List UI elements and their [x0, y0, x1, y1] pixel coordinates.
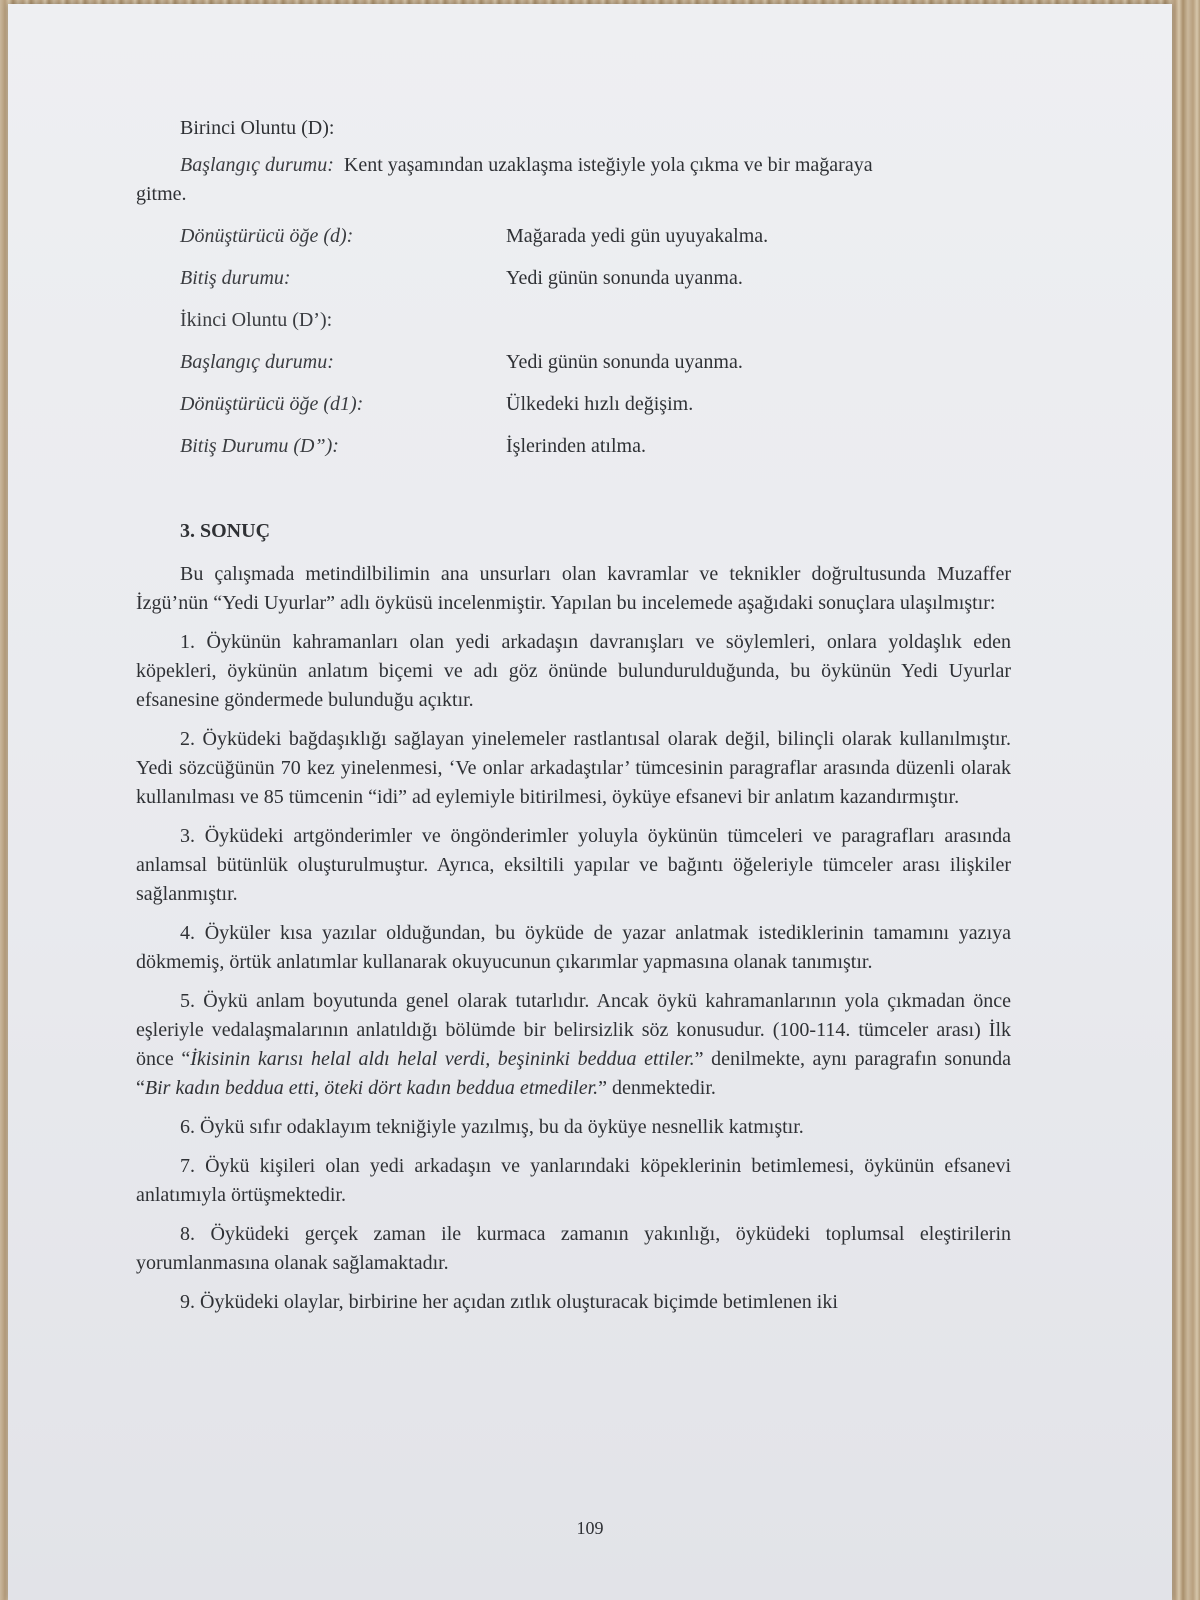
finding-3: 3. Öyküdeki artgönderimler ve öngönderimler yoluyla öykünün tümceleri ve paragrafları arasında anlamsal bütünlük oluşturulmuştur. Ayrıca, eksiltili yapılar ve bağıntı öğeleriyle tümceler arası ilişkiler sağlanmıştır. — [136, 825, 1011, 905]
page-content — [136, 114, 1011, 1317]
page-number: 109 — [576, 1518, 604, 1538]
finding-7: 7. Öykü kişileri olan yedi arkadaşın ve yanlarındaki köpeklerinin betimlemesi, öykünün efsanevi anlatımıyla örtüşmektedir. — [136, 1155, 1011, 1206]
first-event-start-row — [136, 151, 1011, 180]
second-event-start-row — [136, 348, 1011, 377]
second-event-end-row — [136, 432, 1011, 461]
finding-2: 2. Öyküdeki bağdaşıklığı sağlayan yinelemeler rastlantısal olarak değil, bilinçli olarak kullanılmıştır. Yedi sözcüğünün 70 kez yinelenmesi, ‘Ve onlar arkadaştılar’ tümcesinin paragraflar arasında düzenli olarak kullanılması ve 85 tümcenin “idi” ad eylemiyle bitirilmesi, öyküye efsanevi bir anlatım kazandırmıştır. — [136, 728, 1011, 808]
finding-4: 4. Öyküler kısa yazılar olduğundan, bu öyküde de yazar anlatmak istediklerinin tamamını yazıya dökmemiş, örtük anlatımlar kullanarak okuyucunun çıkarımlar yapmasına olanak tanımıştır. — [136, 922, 1011, 973]
first-event-transform-label: Dönüştürücü öğe (d): — [180, 225, 354, 247]
second-event-transform-row — [136, 390, 1011, 419]
first-event-transform-value: Mağarada yedi gün uyuyakalma. — [506, 225, 769, 247]
finding-5-text-a: 5. Öykü anlam boyutunda genel olarak tutarlıdır. Ancak öykü kahramanlarının yola çıkmadan önce eşleriyle vedalaşmalarının anlatıldığı bölümde bir belirsizlik söz konusudur. (100-114. tümceler arası) İlk önce “ — [136, 990, 1011, 1070]
finding-5-quote-b: Bir kadın beddua etti, öteki dört kadın beddua etmediler. — [144, 1077, 599, 1099]
finding-9: 9. Öyküdeki olaylar, birbirine her açıdan zıtlık oluşturacak biçimde betimlenen iki — [180, 1291, 838, 1313]
finding-5-text-c: ” denmektedir. — [598, 1077, 716, 1099]
first-event-start-value: Kent yaşamından uzaklaşma isteğiyle yola çıkma ve bir mağaraya — [343, 154, 873, 176]
finding-5-quote-a: İkisinin karısı helal aldı helal verdi, beşininki beddua ettiler. — [190, 1048, 695, 1070]
second-event-transform-value: Ülkedeki hızlı değişim. — [506, 393, 694, 415]
intro-paragraph: Bu çalışmada metindilbilimin ana unsurları olan kavramlar ve teknikler doğrultusunda Muzaffer İzgü’nün “Yedi Uyurlar” adlı öyküsü incelenmiştir. Yapılan bu incelemede aşağıdaki sonuçlara ulaşılmıştır: — [136, 563, 1011, 614]
second-event-title-row — [136, 306, 1011, 335]
second-event-end-value: İşlerinden atılma. — [506, 435, 646, 457]
first-event-title: Birinci Oluntu (D): — [180, 117, 335, 139]
finding-5 — [136, 987, 1011, 1103]
section-heading: 3. SONUÇ — [180, 520, 271, 542]
first-event-start-value-cont: gitme. — [136, 183, 187, 205]
second-event-title: İkinci Oluntu (D’): — [180, 309, 333, 331]
document-page — [8, 4, 1172, 1600]
first-event-start-label: Başlangıç durumu: — [180, 154, 334, 176]
finding-8: 8. Öyküdeki gerçek zaman ile kurmaca zamanın yakınlığı, öyküdeki toplumsal eleştirilerin yorumlanmasına olanak sağlamaktadır. — [136, 1223, 1011, 1274]
first-event-end-row — [136, 264, 1011, 293]
finding-5-text-b: ” denilmekte, aynı paragrafın sonunda “ — [136, 1048, 1012, 1099]
first-event-end-label: Bitiş durumu: — [180, 267, 291, 289]
second-event-start-label: Başlangıç durumu: — [180, 351, 334, 373]
first-event-transform-row — [136, 222, 1011, 251]
second-event-start-value: Yedi günün sonunda uyanma. — [506, 351, 743, 373]
finding-1: 1. Öykünün kahramanları olan yedi arkadaşın davranışları ve söylemleri, onlara yoldaşlık eden köpekleri, öykünün anlatım biçemi ve adı göz önünde bulundurulduğunda, bu öykünün Yedi Uyurlar efsanesine göndermede bulunduğu açıktır. — [136, 631, 1011, 711]
second-event-end-label: Bitiş Durumu (D”): — [180, 435, 339, 457]
finding-6: 6. Öykü sıfır odaklayım tekniğiyle yazılmış, bu da öyküye nesnellik katmıştır. — [180, 1116, 804, 1138]
first-event-end-value: Yedi günün sonunda uyanma. — [506, 267, 743, 289]
second-event-transform-label: Dönüştürücü öğe (d1): — [180, 393, 364, 415]
